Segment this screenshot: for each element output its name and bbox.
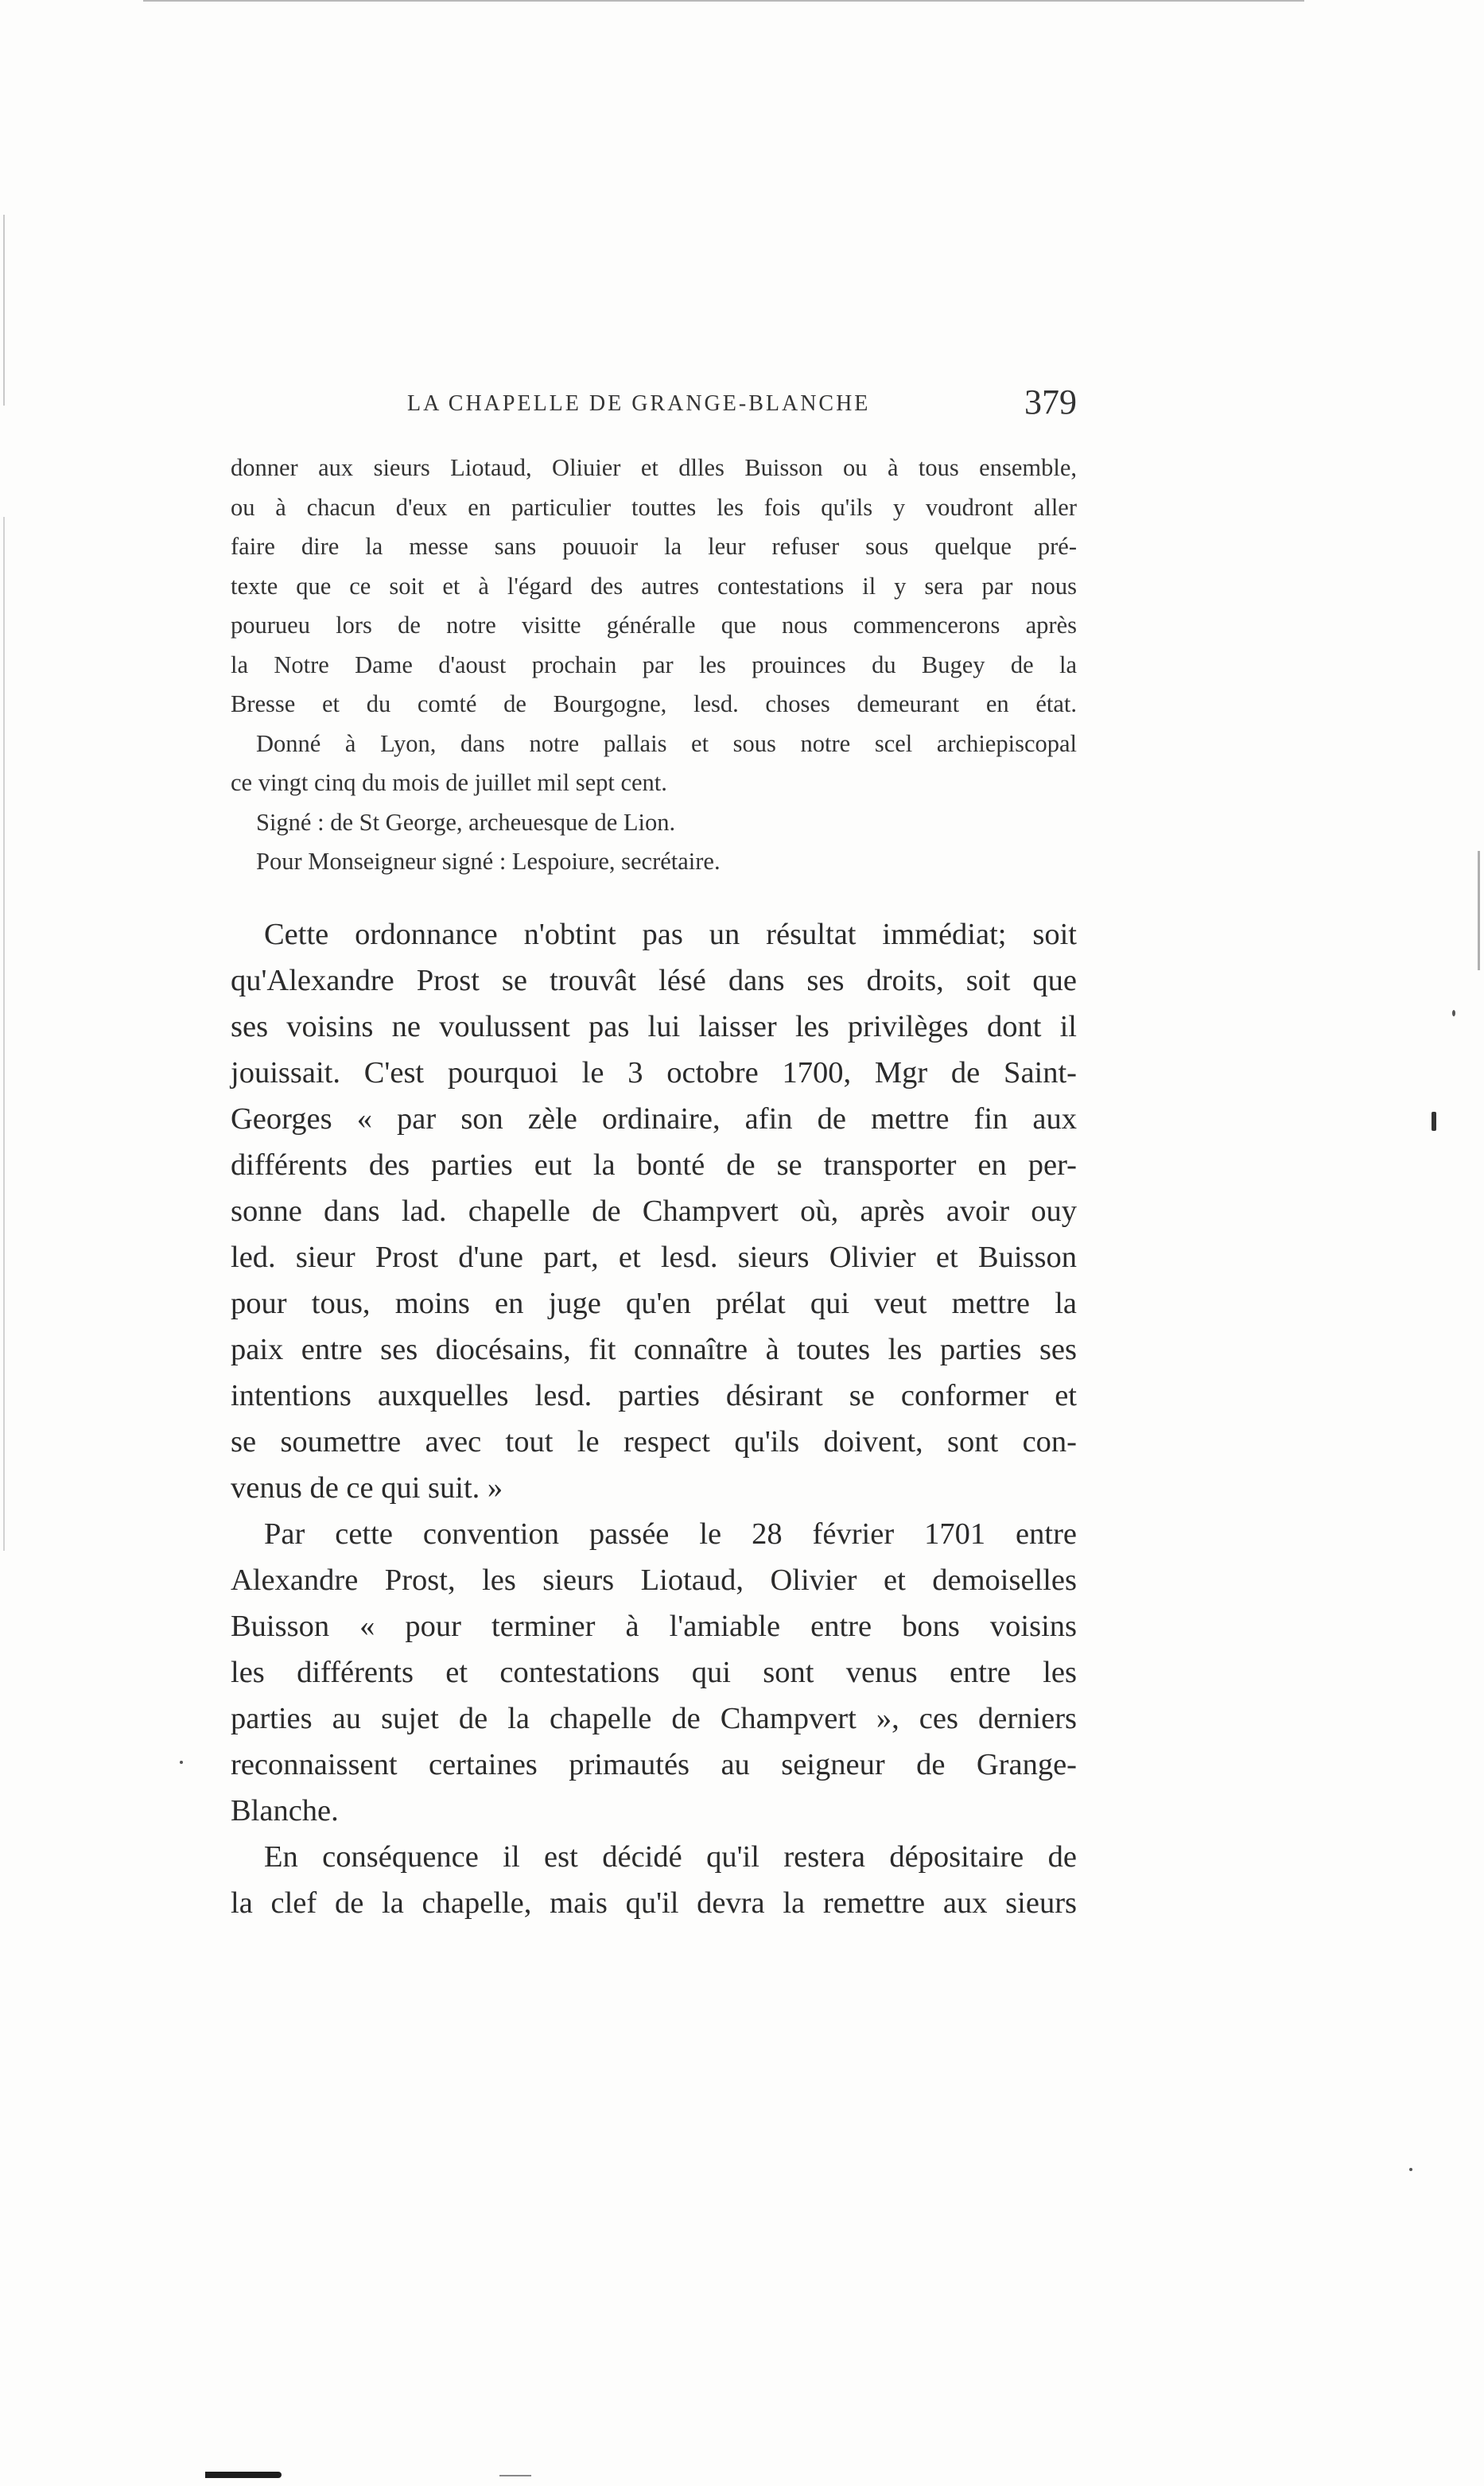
paragraph-line: sonne dans lad. chapelle de Champvert où, après avoir ouy — [231, 1194, 1077, 1228]
ink-speck — [180, 1761, 183, 1764]
paragraph-line: jouissait. C'est pourquoi le 3 octobre 1700, Mgr de Saint- — [231, 1056, 1077, 1090]
paragraph-line: Par cette convention passée le 28 février 1701 entre — [264, 1517, 1077, 1551]
page-header — [231, 382, 1085, 429]
ink-speck — [1452, 1010, 1455, 1016]
footer-dash — [499, 2475, 531, 2476]
paragraph-line: les différents et contestations qui sont venus entre les — [231, 1656, 1077, 1689]
paragraph-line: Cette ordonnance n'obtint pas un résultat immédiat; soit — [264, 918, 1077, 951]
document-line: ou à chacun d'eux en particulier touttes les fois qu'ils y voudront aller — [231, 493, 1077, 521]
document-line: texte que ce soit et à l'égard des autres contestations il y sera par nous — [231, 572, 1077, 600]
left-edge-mark — [3, 517, 5, 1551]
paragraph-line: la clef de la chapelle, mais qu'il devra la remettre aux sieurs — [231, 1886, 1077, 1920]
ink-speck — [1432, 1112, 1436, 1131]
right-edge-mark — [1478, 851, 1480, 970]
paragraph-line: venus de ce qui suit. » — [231, 1471, 503, 1505]
document-line: ce vingt cinq du mois de juillet mil sept cent. — [231, 769, 667, 796]
paragraph-line: Blanche. — [231, 1794, 339, 1828]
paragraph-line: intentions auxquelles lesd. parties désirant se conformer et — [231, 1379, 1077, 1412]
paragraph-line: qu'Alexandre Prost se trouvât lésé dans ses droits, soit que — [231, 964, 1077, 997]
paragraph-line: paix entre ses diocésains, fit connaître à toutes les parties ses — [231, 1333, 1077, 1366]
paragraph-line: ses voisins ne voulussent pas lui laisser les privilèges dont il — [231, 1010, 1077, 1043]
paragraph-line: pour tous, moins en juge qu'en prélat qui veut mettre la — [231, 1287, 1077, 1320]
page-number: 379 — [1024, 383, 1077, 421]
document-line: Donné à Lyon, dans notre pallais et sous notre scel archiepiscopal — [256, 729, 1077, 757]
document-line: la Notre Dame d'aoust prochain par les prouinces du Bugey de la — [231, 651, 1077, 678]
document-line: faire dire la messe sans pouuoir la leur refuser sous quelque pré- — [231, 533, 1077, 560]
document-line: pourueu lors de notre visitte généralle que nous commencerons après — [231, 612, 1077, 639]
document-line: Pour Monseigneur signé : Lespoiure, secrétaire. — [256, 848, 721, 875]
left-edge-mark — [3, 215, 5, 406]
paragraph-line: se soumettre avec tout le respect qu'ils doivent, sont con- — [231, 1425, 1077, 1459]
document-line: donner aux sieurs Liotaud, Oliuier et dlles Buisson ou à tous ensemble, — [231, 454, 1077, 481]
paragraph-line: En conséquence il est décidé qu'il restera dépositaire de — [264, 1840, 1077, 1874]
ink-speck — [1409, 2168, 1412, 2171]
paragraph-line: parties au sujet de la chapelle de Champvert », ces derniers — [231, 1702, 1077, 1735]
document-line: Signé : de St George, archeuesque de Lion. — [256, 808, 676, 836]
footer-ink-mark — [205, 2472, 282, 2478]
paragraph-line: reconnaissent certaines primautés au seigneur de Grange- — [231, 1748, 1077, 1781]
body-text — [231, 911, 1077, 1926]
paragraph-line: led. sieur Prost d'une part, et lesd. sieurs Olivier et Buisson — [231, 1241, 1077, 1274]
top-edge-line — [143, 0, 1304, 2]
quoted-document — [231, 449, 1077, 882]
paragraph-line: Alexandre Prost, les sieurs Liotaud, Olivier et demoiselles — [231, 1563, 1077, 1597]
paragraph-line: différents des parties eut la bonté de se transporter en per- — [231, 1148, 1077, 1182]
document-line: Bresse et du comté de Bourgogne, lesd. choses demeurant en état. — [231, 690, 1077, 717]
running-title: LA CHAPELLE DE GRANGE-BLANCHE — [407, 391, 871, 416]
paragraph-line: Georges « par son zèle ordinaire, afin de mettre fin aux — [231, 1102, 1077, 1136]
paragraph-line: Buisson « pour terminer à l'amiable entre bons voisins — [231, 1610, 1077, 1643]
